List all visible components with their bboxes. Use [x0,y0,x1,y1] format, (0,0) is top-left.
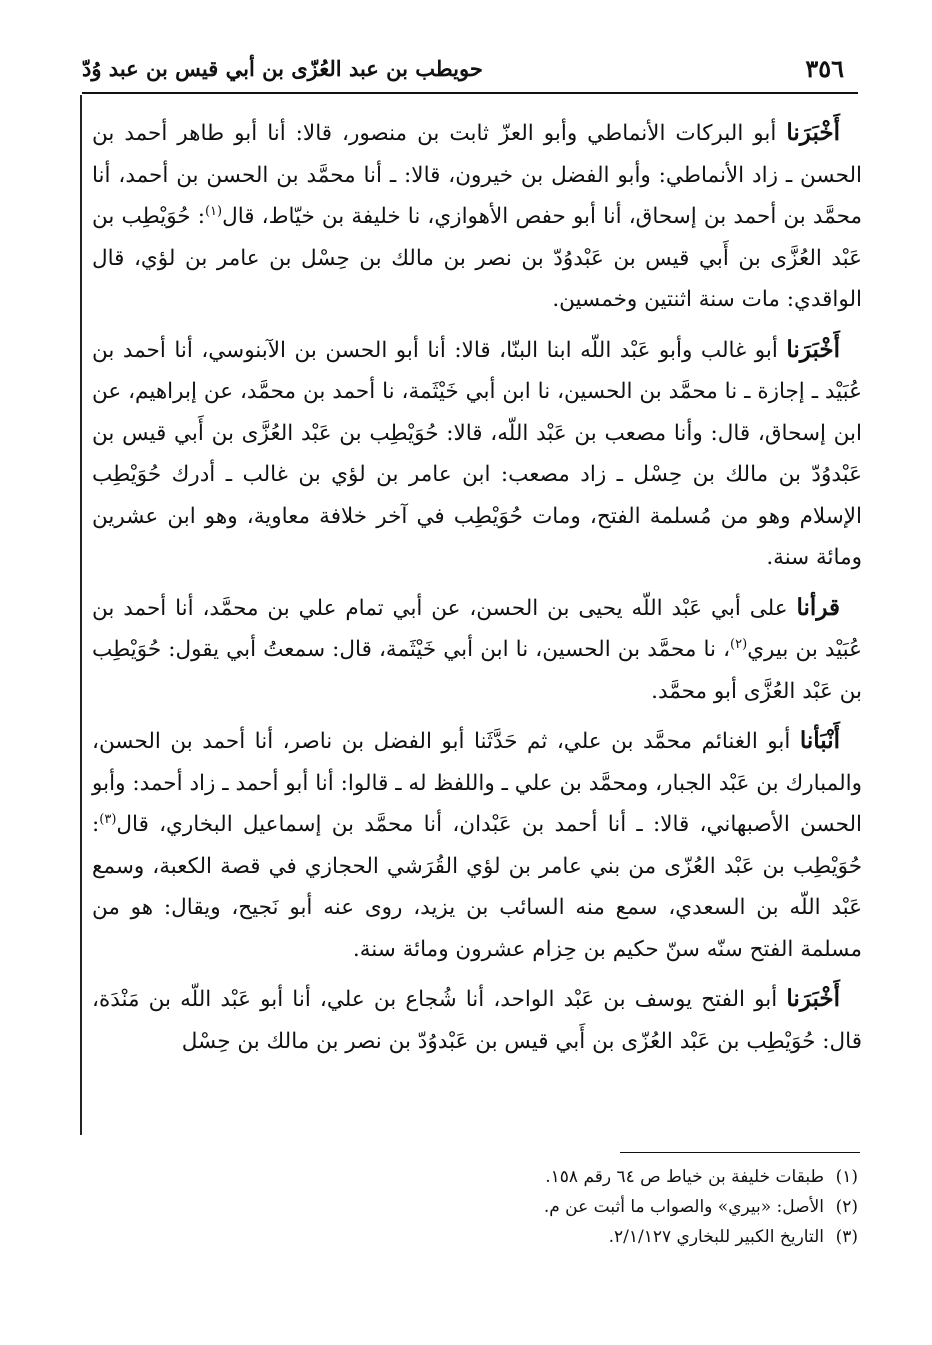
footnote-rule [620,1152,860,1153]
paragraph [92,978,862,1062]
paragraph-text: أبو الغنائم محمَّد بن علي، ثم حَدَّثَنا أبو الفضل بن ناصر، أنا أحمد بن الحسن، والمبارك بن عَبْد الجبار، ومحمَّد بن علي ـ واللفظ له ـ قالوا: أنا أبو أحمد ـ زاد أحمد: وأبو الحسن الأصبهاني، قالا: ـ أنا أحمد بن عَبْدان، أنا محمَّد بن إسماعيل البخاري، قال [92,729,862,837]
page-number: ٣٥٦ [805,54,844,83]
paragraph-text: على أبي عَبْد اللّه يحيى بن الحسن، عن أبي تمام علي بن محمَّد، أنا أحمد بن عُبَيْد بن بيري [92,595,863,662]
footnote-number: (٣) [835,1227,858,1247]
main-text [92,112,862,1070]
paragraph-text: : حُوَيْطِب بن عَبْد العُزَّى بن أَبي قيس بن عَبْدوُدّ بن نصر بن مالك بن حِسْل بن عامر بن لؤي، قال الواقدي: مات سنة اثنتين وخمسين. [92,204,862,312]
footnote-number: (٢) [835,1197,858,1217]
lead-word: أَنْبَأنا [799,727,840,754]
footnote-text: الأصل: «بيري» والصواب ما أثبت عن م. [543,1197,824,1217]
paragraph [92,720,862,970]
footnote-ref: (٢) [730,636,748,652]
footnote-text: طبقات خليفة بن خياط ص ٦٤ رقم ١٥٨. [545,1167,824,1187]
footnote [300,1192,858,1222]
paragraph [92,112,862,321]
paragraph [92,587,862,713]
paragraph-text: أبو غالب وأبو عَبْد اللّه ابنا البنّا، قالا: أنا أبو الحسن بن الآبنوسي، أنا أحمد بن عُبَيْد ـ إجازة ـ نا محمَّد بن الحسين، نا ابن أبي خَيْثَمة، نا أحمد بن محمَّد، عن إبراهيم، عن ابن إسحاق، قال: وأنا مصعب بن عَبْد اللّه، قالا: حُوَيْطِب بن عَبْد العُزَّى بن أَبي قيس بن عَبْدوُدّ بن مالك بن حِسْل ـ زاد مصعب: ابن عامر بن لؤي بن غالب ـ أدرك حُوَيْطِب الإسلام وهو من مُسلمة الفتح، ومات حُوَيْطِب في آخر خلافة معاوية، وهو ابن عشرين ومائة سنة. [92,337,862,570]
paragraph-text: ، نا محمَّد بن الحسين، نا ابن أبي خَيْثَمة، قال: سمعتُ أبي يقول: حُوَيْطِب بن عَبْد العُزَّى أبو محمَّد. [92,637,862,704]
footnotes [300,1162,858,1252]
running-title: حويطب بن عبد العُزّى بن أبي قيس بن عبد وُدّ [82,56,483,81]
footnote-text: التاريخ الكبير للبخاري ٢/١/١٢٧. [608,1227,824,1247]
lead-word: أَخْبَرَنا [786,119,840,146]
footnote [300,1222,858,1252]
footnote-ref: (١) [204,203,223,219]
lead-word: قرأنا [796,593,840,621]
footnote-number: (١) [835,1167,858,1187]
paragraph-text: أبو البركات الأنماطي وأبو العزّ ثابت بن منصور، قالا: أنا أبو طاهر أحمد بن الحسن ـ زاد الأنماطي: وأبو الفضل بن خيرون، قالا: ـ أنا محمَّد بن الحسن بن أحمد، أنا محمَّد بن أحمد بن إسحاق، أنا أبو حفص الأهوازي، نا خليفة بن خيّاط، قال [92,121,862,229]
page-header [82,52,858,94]
paragraph-text: : حُوَيْطِب بن عَبْد العُزّى من بني عامر بن لؤي القُرَشي الحجازي في قصة الكعبة، وسمع عَبْد اللّه بن السعدي، سمع منه السائب بن يزيد، روى عنه أبو نَجيح، ويقال: هو من مسلمة الفتح سنّه سنّ حكيم بن حِزام عشرون ومائة سنة. [92,812,862,962]
footnote [300,1162,858,1192]
lead-word: أَخْبَرَنا [786,985,840,1012]
lead-word: أَخْبَرَنا [786,335,840,363]
footnote-ref: (٣) [99,811,117,827]
paragraph [92,329,862,579]
paragraph-text: أبو الفتح يوسف بن عَبْد الواحد، أنا شُجاع بن علي، أنا أبو عَبْد اللّه بن مَنْدَة، قال: حُوَيْطِب بن عَبْد العُزّى بن أَبي قيس بن عَبْدوُدّ بن نصر بن مالك بن حِسْل [92,987,862,1054]
margin-rule [80,95,82,1135]
